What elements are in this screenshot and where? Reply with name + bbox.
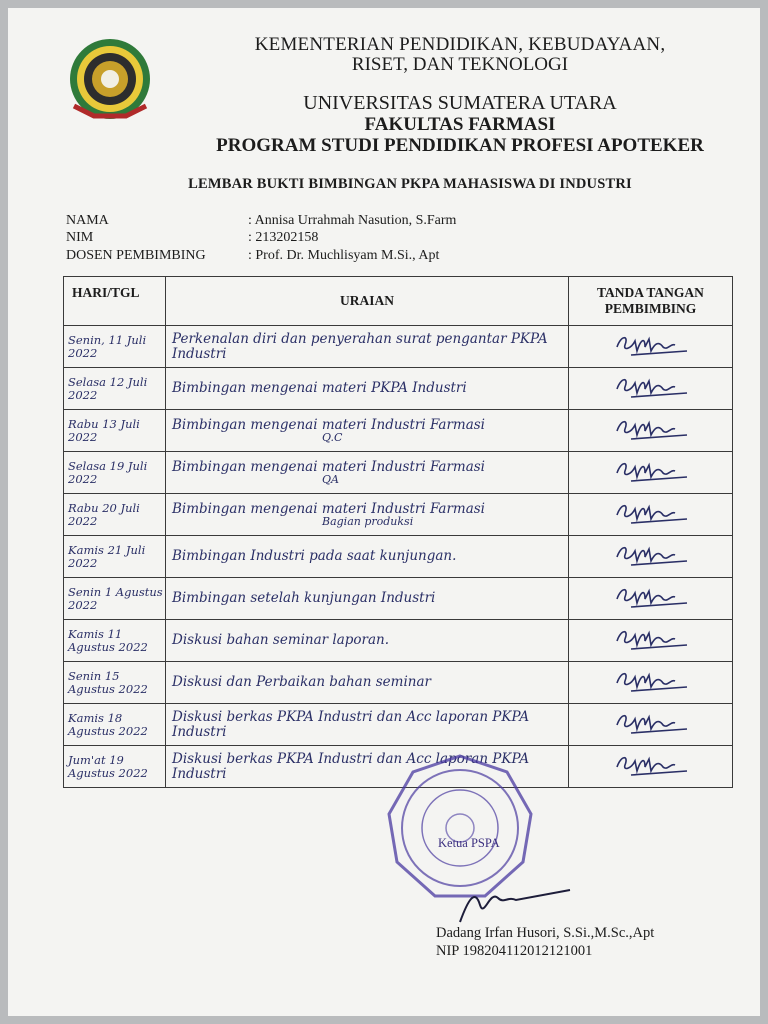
row-signature-cell bbox=[569, 326, 733, 368]
row-description-note: Bagian produksi bbox=[322, 514, 414, 528]
row-description bbox=[166, 452, 569, 494]
supervisor-signature bbox=[611, 581, 691, 611]
row-day: Senin 1 Agustus 2022 bbox=[64, 578, 166, 620]
supervisor-signature bbox=[611, 665, 691, 695]
ministry-line-1: KEMENTERIAN PENDIDIKAN, KEBUDAYAAN, bbox=[254, 34, 666, 55]
table-row bbox=[64, 494, 733, 536]
university-logo bbox=[64, 36, 156, 122]
supervisor-signature bbox=[611, 329, 691, 359]
row-description bbox=[166, 410, 569, 452]
table-row bbox=[64, 452, 733, 494]
info-label: DOSEN PEMBIMBING bbox=[66, 248, 206, 263]
row-day: Kamis 18 Agustus 2022 bbox=[64, 704, 166, 746]
header-description: URAIAN bbox=[166, 277, 569, 326]
stamp-caption: Ketua PSPA bbox=[438, 836, 500, 850]
row-signature-cell bbox=[569, 536, 733, 578]
row-day: Selasa 12 Juli 2022 bbox=[64, 368, 166, 410]
row-signature-cell bbox=[569, 494, 733, 536]
table-row bbox=[64, 578, 733, 620]
table-row bbox=[64, 536, 733, 578]
table-row bbox=[64, 704, 733, 746]
supervisor-signature bbox=[611, 539, 691, 569]
chair-signature bbox=[420, 860, 580, 930]
row-description bbox=[166, 494, 569, 536]
row-signature-cell bbox=[569, 662, 733, 704]
info-label: NAMA bbox=[66, 213, 109, 228]
row-description-text: Diskusi berkas PKPA Industri dan Acc laporan PKPA Industri bbox=[172, 751, 530, 782]
info-row-supervisor bbox=[66, 248, 439, 264]
row-description-text: Bimbingan mengenai materi Industri Farmasi bbox=[172, 500, 485, 517]
row-description-text: Bimbingan Industri pada saat kunjungan. bbox=[172, 548, 457, 565]
row-description-note: QA bbox=[322, 472, 339, 486]
table-row bbox=[64, 326, 733, 368]
row-signature-cell bbox=[569, 746, 733, 788]
faculty-name: FAKULTAS FARMASI bbox=[364, 114, 556, 135]
row-description-text: Bimbingan mengenai materi Industri Farmasi bbox=[172, 416, 485, 433]
signatory-name: Dadang Irfan Husori, S.Si.,M.Sc.,Apt bbox=[436, 925, 655, 941]
row-description bbox=[166, 704, 569, 746]
header-signature: TANDA TANGAN PEMBIMBING bbox=[569, 277, 733, 326]
row-description bbox=[166, 326, 569, 368]
supervisor-signature bbox=[611, 455, 691, 485]
row-day: Jum'at 19 Agustus 2022 bbox=[64, 746, 166, 788]
row-description-text: Diskusi dan Perbaikan bahan seminar bbox=[172, 674, 431, 691]
guidance-log-table bbox=[63, 276, 733, 788]
supervisor-signature bbox=[611, 413, 691, 443]
row-day: Senin 15 Agustus 2022 bbox=[64, 662, 166, 704]
row-description bbox=[166, 536, 569, 578]
row-description bbox=[166, 368, 569, 410]
program-name: PROGRAM STUDI PENDIDIKAN PROFESI APOTEKER bbox=[216, 135, 704, 156]
info-value: : Annisa Urrahmah Nasution, S.Farm bbox=[248, 213, 457, 228]
supervisor-signature bbox=[611, 707, 691, 737]
info-label: NIM bbox=[66, 230, 94, 245]
row-signature-cell bbox=[569, 578, 733, 620]
university-name: UNIVERSITAS SUMATERA UTARA bbox=[303, 92, 617, 114]
row-description bbox=[166, 662, 569, 704]
row-description bbox=[166, 578, 569, 620]
info-value: : Prof. Dr. Muchlisyam M.Si., Apt bbox=[248, 248, 440, 263]
row-day: Rabu 13 Juli 2022 bbox=[64, 410, 166, 452]
document-title: LEMBAR BUKTI BIMBINGAN PKPA MAHASISWA DI INDUSTRI bbox=[188, 176, 632, 192]
row-description-text: Diskusi berkas PKPA Industri dan Acc laporan PKPA Industri bbox=[172, 709, 530, 740]
row-description-text: Perkenalan diri dan penyerahan surat pengantar PKPA Industri bbox=[172, 331, 548, 362]
table-body bbox=[64, 326, 733, 788]
row-description-text: Diskusi bahan seminar laporan. bbox=[172, 632, 390, 649]
row-day: Kamis 11 Agustus 2022 bbox=[64, 620, 166, 662]
row-day: Senin, 11 Juli 2022 bbox=[64, 326, 166, 368]
row-day: Rabu 20 Juli 2022 bbox=[64, 494, 166, 536]
row-description bbox=[166, 620, 569, 662]
ministry-line-2: RISET, DAN TEKNOLOGI bbox=[351, 54, 569, 75]
table-row bbox=[64, 620, 733, 662]
row-signature-cell bbox=[569, 410, 733, 452]
row-signature-cell bbox=[569, 620, 733, 662]
row-description-text: Bimbingan mengenai materi PKPA Industri bbox=[172, 380, 467, 397]
info-row-name bbox=[66, 213, 456, 229]
row-signature-cell bbox=[569, 704, 733, 746]
table-header-row bbox=[64, 277, 733, 326]
row-day: Selasa 19 Juli 2022 bbox=[64, 452, 166, 494]
supervisor-signature bbox=[611, 749, 691, 779]
supervisor-signature bbox=[611, 623, 691, 653]
table-row bbox=[64, 662, 733, 704]
row-description-note: Q.C bbox=[322, 430, 343, 444]
signatory-nip: NIP 198204112012121001 bbox=[436, 943, 593, 959]
table-row bbox=[64, 368, 733, 410]
table-row bbox=[64, 410, 733, 452]
row-description-text: Bimbingan setelah kunjungan Industri bbox=[172, 590, 436, 607]
row-description-text: Bimbingan mengenai materi Industri Farmasi bbox=[172, 458, 485, 475]
row-signature-cell bbox=[569, 368, 733, 410]
row-signature-cell bbox=[569, 452, 733, 494]
info-row-nim bbox=[66, 230, 318, 246]
header-day: HARI/TGL bbox=[64, 277, 166, 326]
row-day: Kamis 21 Juli 2022 bbox=[64, 536, 166, 578]
info-value: : 213202158 bbox=[248, 230, 319, 245]
supervisor-signature bbox=[611, 497, 691, 527]
supervisor-signature bbox=[611, 371, 691, 401]
